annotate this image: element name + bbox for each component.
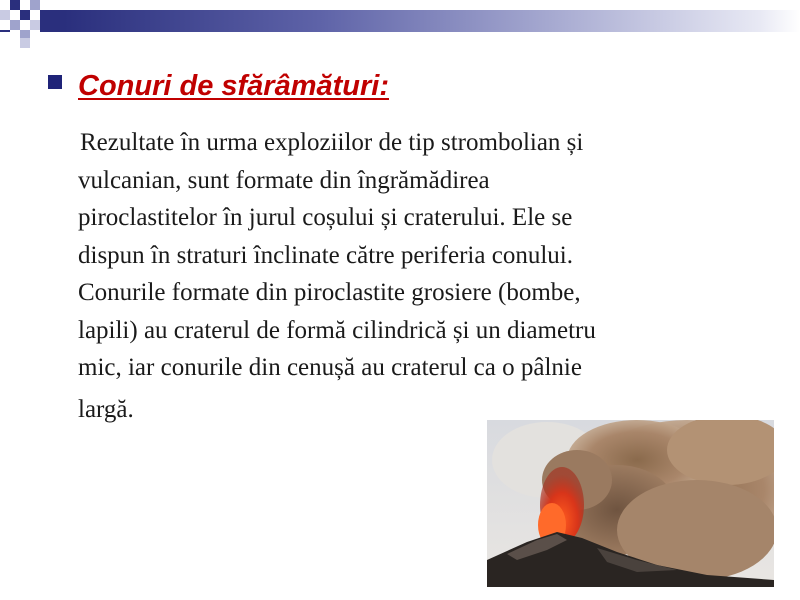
- top-decorative-band: [0, 10, 800, 32]
- paragraph-line: piroclastitelor în jurul coșului și craterului. Ele se: [78, 204, 573, 231]
- paragraph-line: vulcanian, sunt formate din îngrămădirea: [78, 166, 490, 194]
- checker-square: [30, 20, 40, 30]
- paragraph-line: Rezultate în urma exploziilor de tip strombolian și: [80, 129, 584, 156]
- paragraph-line: largă.: [78, 395, 134, 423]
- checker-square: [0, 20, 10, 30]
- checker-square: [0, 10, 10, 20]
- checker-square: [10, 0, 20, 10]
- checker-square: [20, 10, 30, 20]
- square-bullet-icon: [48, 75, 62, 89]
- checker-square: [20, 20, 30, 30]
- body-paragraph: [78, 124, 738, 428]
- checker-square: [10, 20, 20, 30]
- checker-square: [20, 0, 30, 10]
- checker-square: [30, 10, 40, 20]
- checker-square: [30, 0, 40, 10]
- checker-square: [10, 30, 20, 40]
- paragraph-line: lapili) au craterul de formă cilindrică și un diametru: [78, 316, 596, 344]
- volcano-eruption-photo: [487, 420, 774, 587]
- checker-square: [20, 38, 30, 48]
- checker-square: [10, 10, 20, 20]
- checker-square: [0, 0, 10, 10]
- paragraph-line: mic, iar conurile din cenușă au craterul ca o pâlnie: [78, 354, 582, 381]
- checker-square: [30, 30, 40, 40]
- checker-decoration: [0, 0, 60, 48]
- paragraph-line: dispun în straturi înclinate către periferia conului.: [78, 241, 573, 269]
- slide-heading: Conuri de sfărâmături:: [78, 70, 389, 102]
- paragraph-line: Conurile formate din piroclastite grosiere (bombe,: [78, 279, 581, 306]
- checker-square: [40, 10, 50, 20]
